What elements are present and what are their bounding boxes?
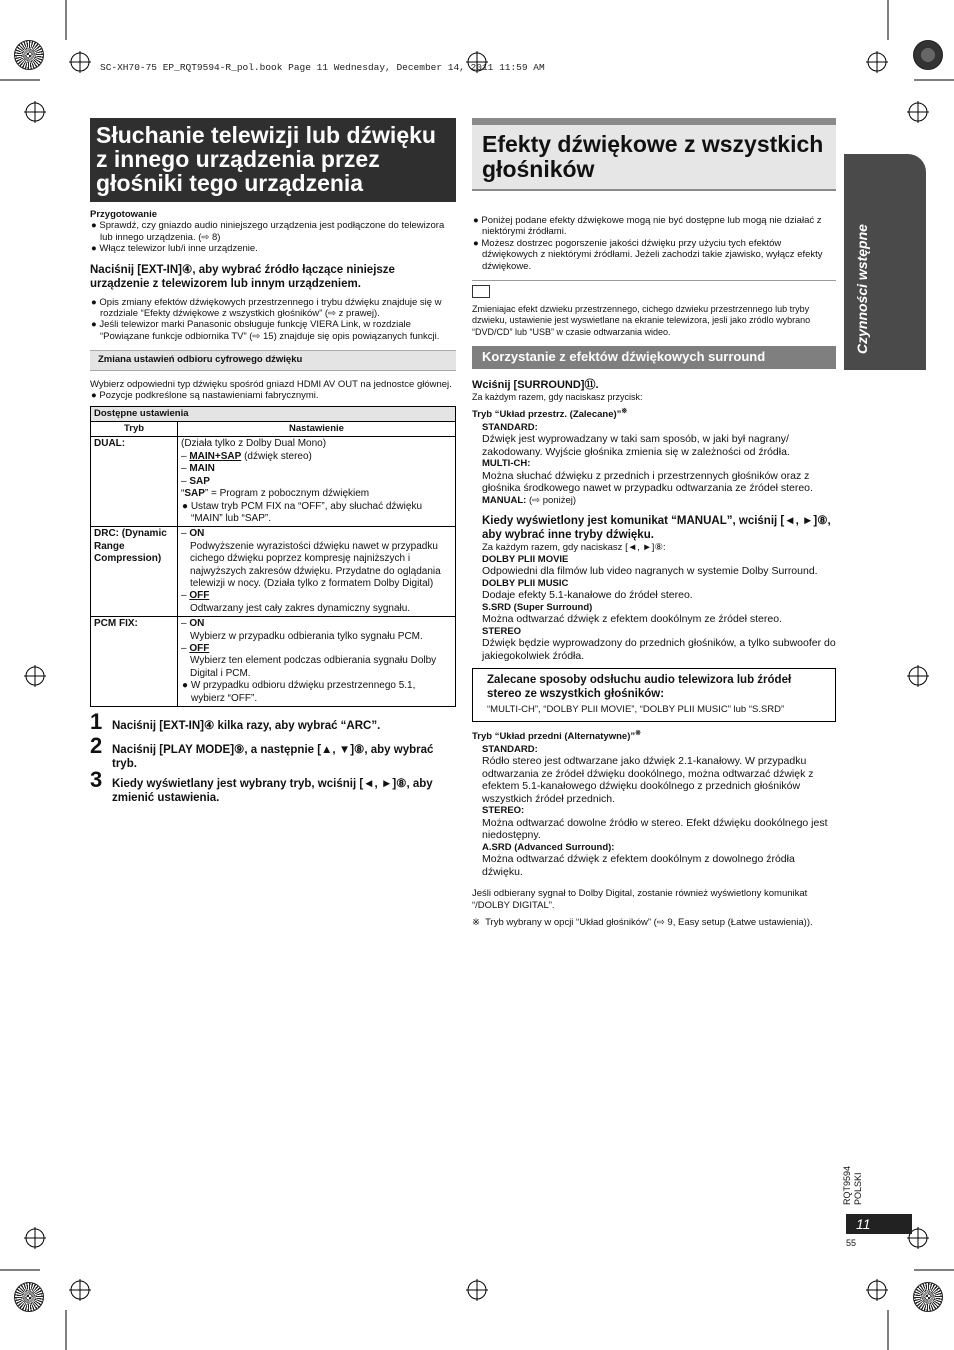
stereo: STEREO xyxy=(482,625,522,637)
settings-table xyxy=(90,406,456,707)
m2-stereo: STEREO: xyxy=(482,805,525,817)
drc-off-desc: Odtwarzany jest cały zakres dynamiczny sygnału. xyxy=(190,602,411,614)
row-label-dual: DUAL: xyxy=(91,437,178,527)
video-note: Zmieniajac efekt dzwieku przestrzennego, cichego dzwieku przestrzennego lub tryby dzwieku, ustawienie jest wyswietlane na ekranie telewizora, jesli jako zródlo wybrano “DVD/CD” lub “USB” w czasie odtwarzania wideo. xyxy=(472,303,811,337)
prep-item: ● Sprawdź, czy gniazdo audio niniejszego urządzenia jest podłączone do telewizora lub innego urządzenia. (⇨ 8) xyxy=(91,220,445,243)
dual-option: – MAIN xyxy=(181,463,215,475)
step-item: 2 Naciśnij [PLAY MODE]⑨, a następnie [▲, ▼]⑧, aby wybrać tryb. xyxy=(90,733,434,770)
intro-item: ● Poniżej podane efekty dźwiękowe mogą nie być dostępne lub mogą nie działać z niektórymi źródłami. xyxy=(473,215,822,238)
dual-line: (Działa tylko z Dolby Dual Mono) xyxy=(181,438,327,450)
m2-standard: STANDARD: xyxy=(482,743,538,755)
m2-asrd-desc: Można odtwarzać dźwięk z efektem dookólnym z dowolnego źródła dźwięku. xyxy=(482,853,795,878)
m1-multich-desc: Można słuchać dźwięku z przednich i przestrzennych głośników oraz z głośnika środkowego nawet w przypadku odtwarzania ze źródeł stereo. xyxy=(482,469,813,495)
intro-item: ● Możesz dostrzec pogorszenie jakości dźwięku przy użyciu tych efektów dźwiękowych z niektórymi źródłami. Jeżeli zachodzi takie zjawisko, wyłącz efekty dźwiękowe. xyxy=(473,237,823,272)
sap-definition: “SAP” = Program z pobocznym dźwiękiem xyxy=(181,488,370,500)
rec-box-title: Zalecane sposoby odsłuchu audio telewizora lub źródeł stereo ze wszystkich głośników: xyxy=(487,674,792,701)
right-title: Efekty dźwiękowe z wszystkich głośników xyxy=(472,118,836,191)
plii-music-desc: Dodaje efekty 5.1-kanałowe do źródeł stereo. xyxy=(482,589,693,602)
plii-music: DOLBY PLII MUSIC xyxy=(482,577,569,589)
footer-code-vertical xyxy=(842,1166,864,1205)
rec-box-text: “MULTI-CH”, “DOLBY PLII MOVIE”, “DOLBY PLII MUSIC” lub “S.SRD” xyxy=(487,704,785,716)
mode2-heading: Tryb “Układ przedni (Alternatywne)”※ xyxy=(472,729,641,742)
m2-stereo-desc: Można odtwarzać dowolne źródło w stereo. Efekt dźwięku dookólnego jest niedostępny. xyxy=(482,816,828,842)
table-row xyxy=(91,527,456,617)
row-label-pcm: PCM FIX: xyxy=(91,617,178,707)
recommended-box xyxy=(472,668,836,721)
pcm-tip: ● W przypadku odbioru dźwięku przestrzennego 5.1, wybierz “OFF”. xyxy=(182,680,416,704)
row-drc-settings: – ON Podwyższenie wyrazistości dźwięku nawet w przypadku cichego dźwięku poprzez kompresję najniższych i najwyższych zakresów dźwięku. Przydatne do oglądania telewizji w nocy. (Działa tylko z formatem Dolby Digital) – OFF Odtwarzany jest cały zakres dynamiczny sygnału. xyxy=(178,527,456,617)
note-item: ● Opis zmiany efektów dźwiękowych przestrzennego i trybu dźwięku znajduje się w rozdziale “Efekty dźwiękowe z wszystkich głośników” (⇨ z prawej). xyxy=(91,296,442,320)
drc-on-desc: Podwyższenie wyrazistości dźwięku nawet w przypadku cichego dźwięku poprzez kompresję najniższych i najwyższych zakresów dźwięku. Przydatne do oglądania telewizji w nocy. (Działa tylko z formatem Dolby Digital) xyxy=(190,540,441,589)
ssrd: S.SRD (Super Surround) xyxy=(482,601,593,613)
row-pcm-settings: – ON Wybierz w przypadku odbierania tylko sygnału PCM. – OFF Wybierz ten element podczas odbierania sygnału Dolby Digital i PCM. ● W przypadku odbioru dźwięku przestrzennego 5.1, wybierz “OFF”. xyxy=(178,617,456,707)
pcm-off: OFF xyxy=(189,642,210,654)
footer-code: RQT9594 xyxy=(842,1165,852,1205)
section-side-tab xyxy=(844,154,926,370)
m1-multich: MULTI-CH: xyxy=(482,458,531,470)
note-item: ● Jeśli telewizor marki Panasonic obsługuje funkcję VIERA Link, w rozdziale “Powiązane funkcje odbiornika TV” (⇨ 15) znajduje się opis powiązanych funkcji. xyxy=(91,319,440,342)
manual-heading: Kiedy wyświetlony jest komunikat “MANUAL”, wciśnij [◄, ►]⑧, aby wybrać inne tryby dźwięku. xyxy=(482,515,831,542)
press-surround: Wciśnij [SURROUND]⑪. xyxy=(472,379,599,391)
plii-movie-desc: Odpowiedni dla filmów lub video nagranych w systemie Dolby Surround. xyxy=(482,565,818,578)
note-icon xyxy=(472,285,490,298)
footer-lang: POLSKI xyxy=(853,1172,863,1205)
sub-note: ● Pozycje podkreślone są nastawieniami fabrycznymi. xyxy=(91,390,319,402)
side-tab-label: Czynności wstępne xyxy=(854,224,870,354)
table-caption: Dostępne ustawienia xyxy=(91,406,456,421)
each-press: Za każdym razem, gdy naciskasz przycisk: xyxy=(472,391,643,402)
row-dual-settings xyxy=(178,437,456,527)
pcm-on: ON xyxy=(189,618,205,630)
pcm-on-desc: Wybierz w przypadku odbierania tylko sygnału PCM. xyxy=(190,630,423,642)
col-header-mode: Tryb xyxy=(91,422,178,437)
pcm-off-desc: Wybierz ten element podczas odbierania sygnału Dolby Digital i PCM. xyxy=(190,655,437,679)
page-number: 11 xyxy=(846,1214,912,1234)
m1-standard-desc: Dźwięk jest wyprowadzany w taki sam sposób, w jaki był nagrany/ zakodowany. Wyjście głośnika zmienia się w zależności od źródła. xyxy=(482,433,790,458)
dual-option: – MAIN+SAP (dźwięk stereo) xyxy=(181,450,312,462)
table-row xyxy=(91,617,456,707)
each-press-2: Za każdym razem, gdy naciskasz [◄, ►]⑧: xyxy=(482,542,666,554)
steps-list xyxy=(90,709,456,805)
m1-standard: STANDARD: xyxy=(482,421,538,433)
dual-option: – SAP xyxy=(181,475,210,487)
instruction-heading: Naciśnij [EXT-IN]④, aby wybrać źródło łączące niniejsze urządzenie z telewizorem lub innym urządzeniem. xyxy=(90,263,395,290)
step-item: 1 Naciśnij [EXT-IN]④ kilka razy, aby wybrać “ARC”. xyxy=(90,709,381,734)
plii-movie: DOLBY PLII MOVIE xyxy=(482,553,569,565)
col-header-setting: Nastawienie xyxy=(178,422,456,437)
drc-off: OFF xyxy=(189,590,210,602)
left-title: Słuchanie telewizji lub dźwięku z innego urządzenia przez głośniki tego urządzenia xyxy=(90,118,456,202)
subsection-title: Zmiana ustawień odbioru cyfrowego dźwięku xyxy=(90,350,456,371)
left-column xyxy=(90,118,456,811)
row-label-drc: DRC: (Dynamic Range Compression) xyxy=(91,527,178,617)
table-row xyxy=(91,437,456,527)
m1-manual: MANUAL: (⇨ poniżej) xyxy=(482,494,576,506)
sheet-number: 55 xyxy=(846,1238,857,1248)
drc-on: ON xyxy=(189,528,205,540)
stereo-desc: Dźwięk będzie wyprowadzony do przednich głośników, a tylko subwoofer do jakiegokolwiek źródła. xyxy=(482,637,836,662)
ssrd-desc: Można odtwarzać dźwięk z efektem dookólnym ze źródeł stereo. xyxy=(482,613,782,626)
section-surround-title: Korzystanie z efektów dźwiękowych surround xyxy=(472,346,836,369)
mode1-heading: Tryb “Układ przestrz. (Zalecane)”※ xyxy=(472,408,628,421)
dual-tip: ● Ustaw tryb PCM FIX na “OFF”, aby słuchać dźwięku “MAIN” lub “SAP”. xyxy=(182,500,422,524)
prep-item: ● Włącz telewizor lub/i inne urządzenie. xyxy=(91,243,258,255)
dolby-note: Jeśli odbierany sygnał to Dolby Digital, zostanie również wyświetlony komunikat “/DOLBY DIGITAL”. xyxy=(472,888,808,911)
book-header-line: SC-XH70-75 EP_RQT9594-R_pol.book Page 11 Wednesday, December 14, 2011 11:59 AM xyxy=(100,62,545,73)
m2-standard-desc: Ródło stereo jest odtwarzane jako dźwięk 2.1-kanałowy. W przypadku odtwarzania ze źródeł dźwięku dookólnego, można odtwarzać dźwięk z efektem 5.1-kanałowego dźwięku dookólnego z przednich głośników wszystkich źródeł przednich. xyxy=(482,754,814,805)
step-item: 3 Kiedy wyświetlany jest wybrany tryb, wciśnij [◄, ►]⑧, aby zmienić ustawienia. xyxy=(90,767,433,804)
sub-intro: Wybierz odpowiedni typ dźwięku spośród gniazd HDMI AV OUT na jednostce głównej. xyxy=(90,378,452,390)
prep-heading: Przygotowanie xyxy=(90,209,158,220)
m2-asrd: A.SRD (Advanced Surround): xyxy=(482,841,615,853)
right-column xyxy=(472,118,836,929)
footnote: ※ Tryb wybrany w opcji “Układ głośników” (⇨ 9, Easy setup (Łatwe ustawienia)). xyxy=(472,917,813,929)
